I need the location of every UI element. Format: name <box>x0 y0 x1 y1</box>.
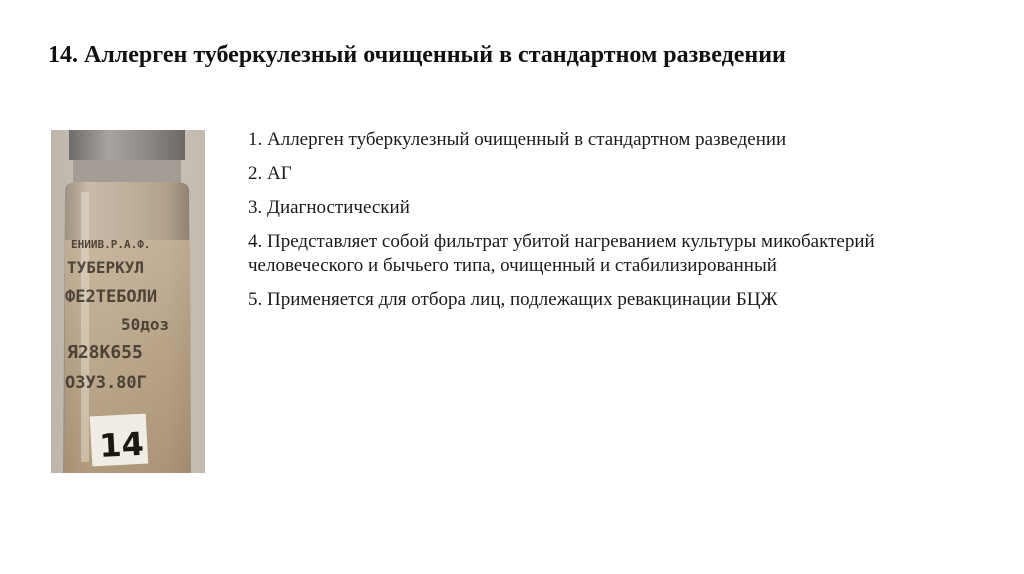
vial-neck <box>73 160 181 182</box>
list-item: 4. Представляет собой фильтрат убитой нагреванием культуры микобактерий человеческого и бычьего типа, очищенный и стабилизированный <box>248 231 875 276</box>
list-item: 2. АГ <box>248 163 292 184</box>
vial-photo <box>51 130 205 473</box>
label-tag-number: 14 <box>98 424 145 466</box>
vial-illustration <box>51 130 205 473</box>
vial-text-line: ЕНИИВ.Р.А.Ф. <box>71 238 151 251</box>
list-item: 3. Диагностический <box>248 197 410 218</box>
vial-text-line: ТУБЕРКУЛ <box>67 258 145 277</box>
vial-highlight <box>81 192 89 462</box>
slide-title: 14. Аллерген туберкулезный очищенный в стандартном разведении <box>48 42 786 68</box>
vial-cap <box>69 130 185 160</box>
vial-text-line: ОЗУЗ.80Г <box>65 373 147 393</box>
vial-text-line: ФЕ2ТЕБОЛИ <box>65 287 158 307</box>
fact-list <box>248 128 988 322</box>
vial-text-line: Я28К655 <box>67 342 143 363</box>
list-item: 5. Применяется для отбора лиц, подлежащих ревакцинации БЦЖ <box>248 289 778 310</box>
list-item: 1. Аллерген туберкулезный очищенный в стандартном разведении <box>248 129 787 150</box>
vial-text-line: 50доз <box>121 315 170 334</box>
